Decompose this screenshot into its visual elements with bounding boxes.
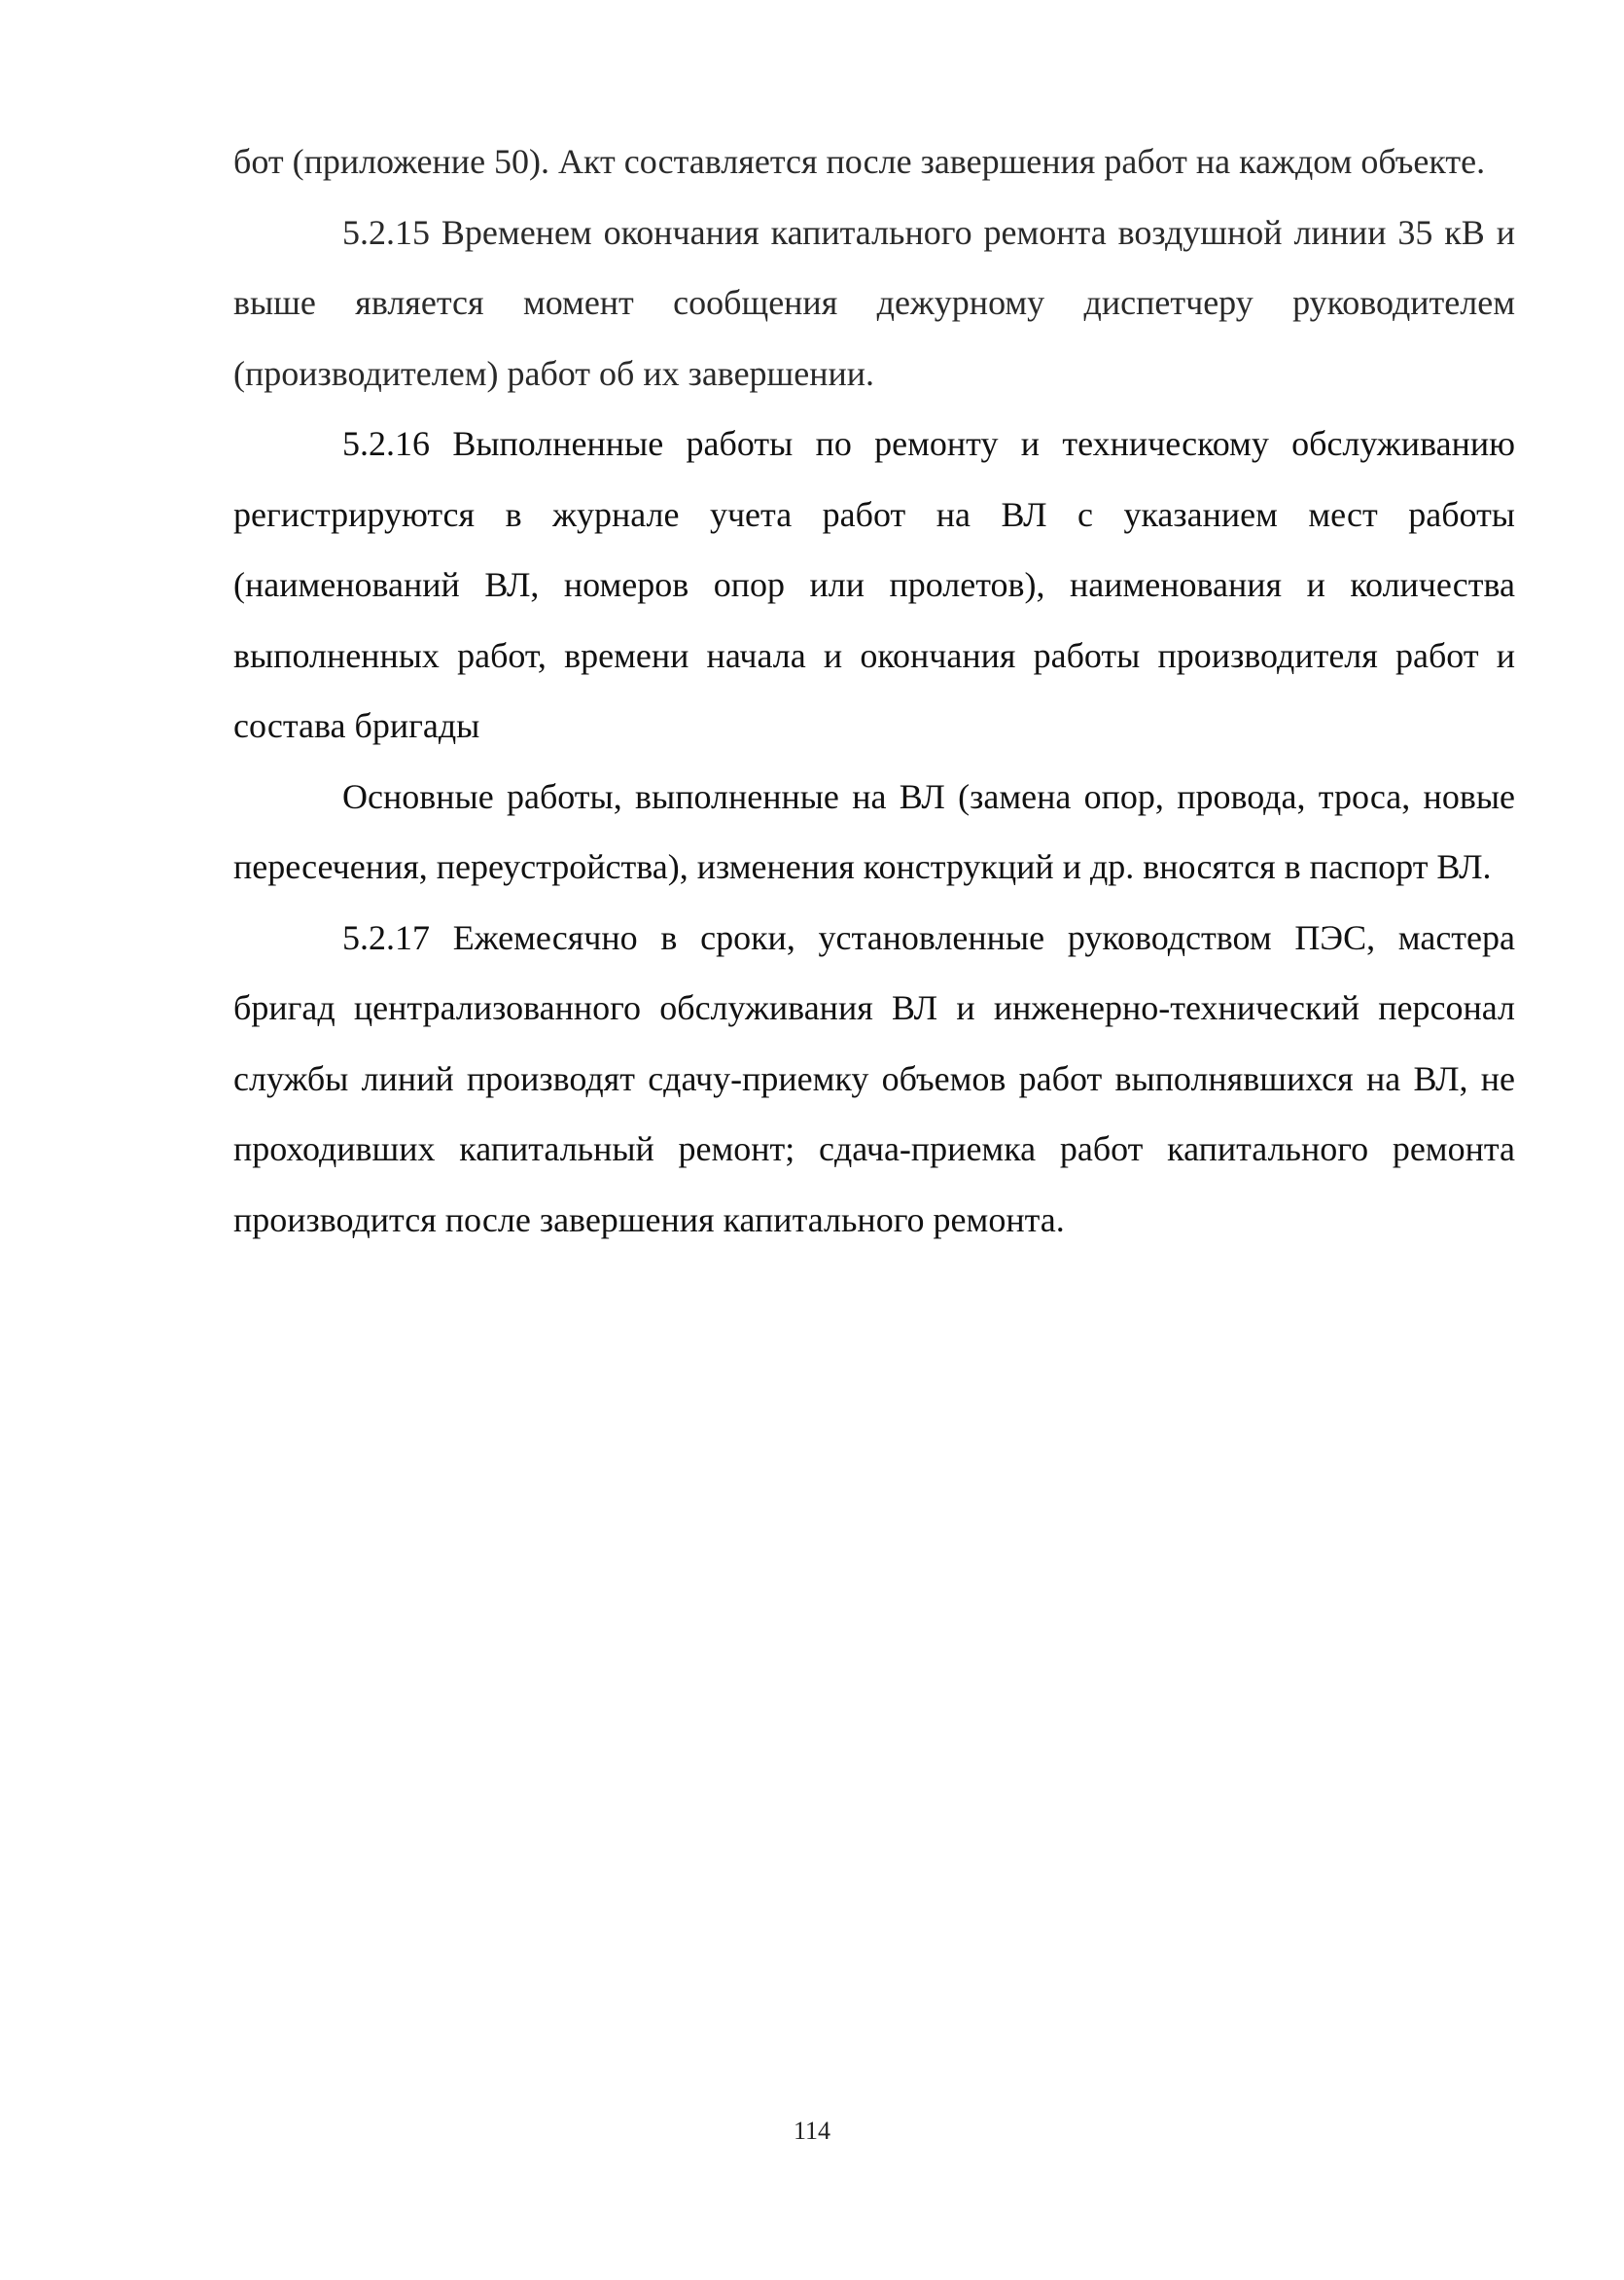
paragraph-5-2-16: 5.2.16 Выполненные работы по ремонту и техническому обслуживанию регистрируются в журнале учета работ на ВЛ с указанием мест работы (наименований ВЛ, номеров опор или пролетов), наименования и количества выполненных работ, времени начала и окончания работы производителя работ и состава бригады bbox=[233, 424, 1515, 745]
paragraph-basic-works: Основные работы, выполненные на ВЛ (замена опор, провода, троса, новые пересечения, переустройства), изменения конструкций и др. вносятся в паспорт ВЛ. bbox=[233, 776, 1515, 886]
page-number: 114 bbox=[793, 2117, 831, 2145]
paragraph-5-2-15: 5.2.15 Временем окончания капитального ремонта воздушной линии 35 кВ и выше является момент сообщения дежурному диспетчеру руководителем (производителем) работ об их завершении. bbox=[233, 212, 1515, 393]
paragraph-5-2-17: 5.2.17 Ежемесячно в сроки, установленные руководством ПЭС, мастера бригад централизованного обслуживания ВЛ и инженерно-технический персонал службы линий производят сдачу-приемку объемов работ выполнявшихся на ВЛ, не проходивших капитальный ремонт; сдача-приемка работ капитального ремонта производится после завершения капитального ремонта. bbox=[233, 917, 1515, 1239]
paragraph-continuation: бот (приложение 50). Акт составляется после завершения работ на каждом объекте. bbox=[233, 142, 1486, 181]
body-text bbox=[233, 126, 1515, 1255]
